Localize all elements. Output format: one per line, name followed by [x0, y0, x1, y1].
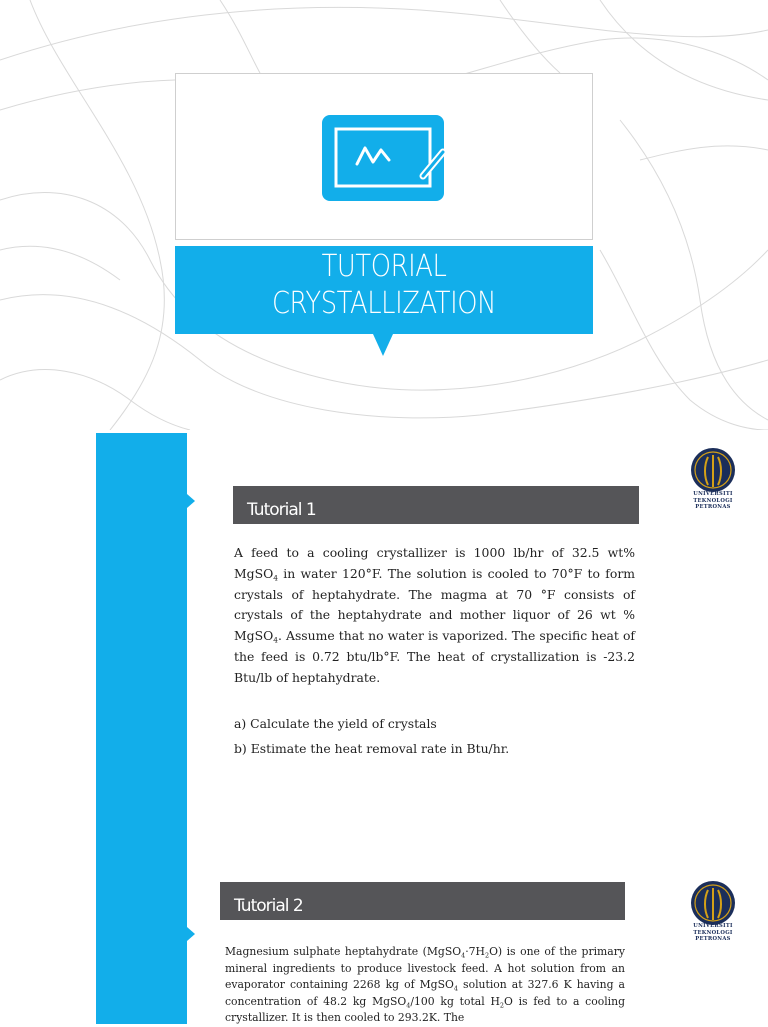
title-line-2: CRYSTALLIZATION	[271, 286, 497, 321]
tutorial2-problem-text: Magnesium sulphate heptahydrate $(MgSO_4\cdot 7H_2O)$ is one of the primary mineral ingredients to produce livestock feed. A hot solution from an evaporator containing 2268 kg of MgSO$_4$ solution at 327.6 K having a concentration of 48.2 kg MgSO$_4$/100 kg total $H_2O$ is fed to a cooling crystallizer. It is then cooled to 293.2K. The	[225, 945, 625, 1025]
stripe-notch-2	[187, 927, 195, 941]
stripe-notch-1	[187, 494, 195, 508]
title-banner	[175, 246, 593, 334]
title-line-1: TUTORIAL	[321, 249, 447, 284]
tutorial1-heading: Tutorial 1	[233, 486, 639, 524]
university-logo-2-text: UNIVERSITI TEKNOLOGI PETRONAS	[693, 923, 733, 942]
tutorial2-heading: Tutorial 2	[220, 882, 625, 920]
tutorial1-question-a: a) Calculate the yield of crystals	[234, 716, 437, 731]
title-banner-pointer	[373, 334, 393, 356]
side-accent-stripe	[96, 433, 187, 1024]
whiteboard-icon	[319, 112, 451, 204]
university-logo-1-text: UNIVERSITI TEKNOLOGI PETRONAS	[693, 491, 733, 510]
tutorial1-question-b: b) Estimate the heat removal rate in Btu/hr.	[234, 741, 510, 756]
tutorial1-problem-text: A feed to a cooling crystallizer is 1000 lb/hr of 32.5 wt% MgSO$_4$ in water 120°F. The solution is cooled to 70°F to form crystals of heptahydrate. The magma at 70 °F consists of crystals of the heptahydrate and mother liquor of 26 wt % MgSO$_4$. Assume that no water is vaporized. The specific heat of the feed is 0.72 btu/lb°F. The heat of crystallization is -23.2 Btu/lb of heptahydrate.	[234, 545, 635, 685]
